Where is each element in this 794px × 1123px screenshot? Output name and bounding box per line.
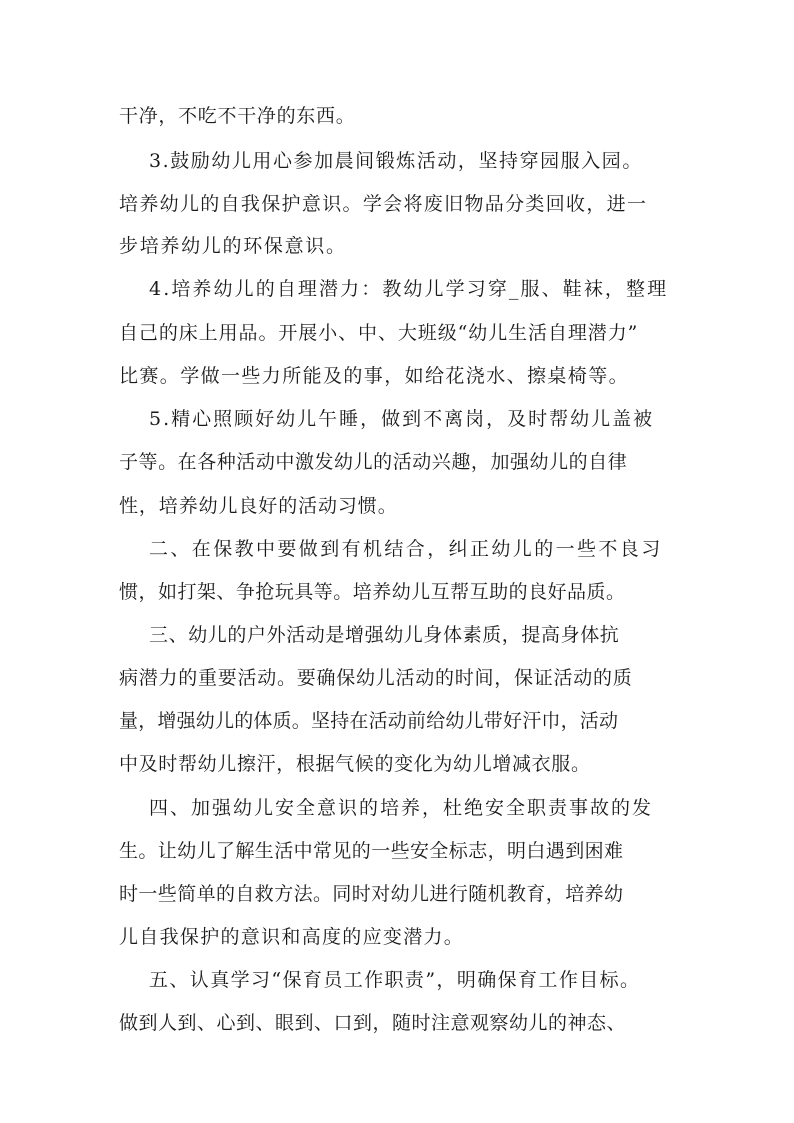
text-line: 比赛。学做一些力所能及的事，如给花浇水、擦桌椅等。 <box>119 365 630 387</box>
text-line: 自己的床上用品。开展小、中、大班级“幼儿生活自理潜力” <box>119 322 639 344</box>
text-line: 时一些简单的自救方法。同时对幼儿进行随机教育，培养幼 <box>119 883 624 905</box>
text-line: 三、幼儿的户外活动是增强幼儿身体素质，提高身体抗 <box>149 624 620 646</box>
text-line: 3.鼓励幼儿用心参加晨间锻炼活动，坚持穿园服入园。 <box>149 150 643 172</box>
text-line: 子等。在各种活动中激发幼儿的活动兴趣，加强幼儿的自律 <box>119 451 628 473</box>
text-line: 做到人到、心到、眼到、口到，随时注意观察幼儿的神态、 <box>119 1012 627 1034</box>
text-line: 二、在保教中要做到有机结合，纠正幼儿的一些不良习 <box>149 538 663 560</box>
text-line: 惯，如打架、争抢玩具等。培养幼儿互帮互助的良好品质。 <box>119 581 626 603</box>
text-line: 步培养幼儿的环保意识。 <box>119 235 347 257</box>
text-line: 性，培养幼儿良好的活动习惯。 <box>119 495 398 517</box>
text-line: 量，增强幼儿的体质。坚持在活动前给幼儿带好汗巾，活动 <box>119 710 619 732</box>
text-line: 病潜力的重要活动。要确保幼儿活动的时间，保证活动的质 <box>119 667 633 689</box>
text-line: 儿自我保护的意识和高度的应变潜力。 <box>119 926 465 948</box>
text-line: 4.培养幼儿的自理潜力：教幼儿学习穿_服、鞋袜，整理 <box>149 278 669 300</box>
text-line: 干净，不吃不干净的东西。 <box>119 105 356 127</box>
text-line: 培养幼儿的自我保护意识。学会将废旧物品分类回收，进一 <box>119 193 648 215</box>
text-line: 中及时帮幼儿擦汗，根据气候的变化为幼儿增减衣服。 <box>119 753 591 775</box>
text-line: 五、认真学习“保育员工作职责”，明确保育工作目标。 <box>149 969 641 991</box>
text-line: 5.精心照顾好幼儿午睡，做到不离岗，及时帮幼儿盖被 <box>149 408 655 430</box>
text-line: 四、加强幼儿安全意识的培养，杜绝安全职责事故的发 <box>149 797 654 819</box>
text-line: 生。让幼儿了解生活中常见的一些安全标志，明白遇到困难 <box>119 840 624 862</box>
